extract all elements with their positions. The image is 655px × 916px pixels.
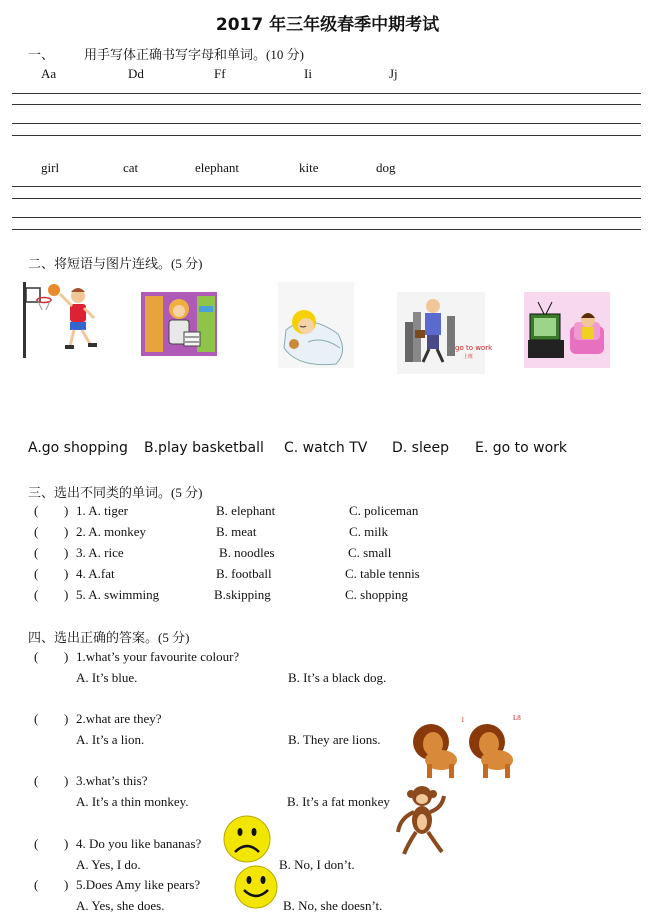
lion-label-2: L8: [513, 714, 521, 722]
word-dog: dog: [376, 160, 396, 175]
question-option-a: 2. A. monkey: [76, 524, 147, 539]
answer-paren-close: ): [64, 773, 69, 788]
phrase-c: C. watch TV: [284, 440, 368, 456]
answer-paren-close: ): [64, 524, 69, 539]
word-kite: kite: [299, 160, 319, 175]
sleep-picture: [278, 282, 354, 368]
option-b: B. They are lions.: [288, 732, 381, 747]
question-text: 1.what’s your favourite colour?: [76, 649, 240, 664]
answer-paren-open: (: [34, 711, 39, 726]
writing-line: [12, 186, 641, 187]
question-option-b: B.skipping: [214, 587, 271, 602]
answer-paren-open: (: [34, 566, 39, 581]
answer-paren-open: (: [34, 649, 39, 664]
option-b: B. No, she doesn’t.: [283, 898, 383, 913]
lions-picture: [407, 712, 525, 780]
answer-paren-open: (: [34, 836, 39, 851]
question-option-b: B. noodles: [219, 545, 275, 560]
work-caption-sub: 上班: [463, 354, 474, 360]
answer-paren-close: ): [64, 545, 69, 560]
phrase-e: E. go to work: [475, 440, 568, 456]
option-b: B. It’s a fat monkey: [287, 794, 390, 809]
question-text: 3.what’s this?: [76, 773, 148, 788]
letter-ff: Ff: [214, 66, 226, 81]
option-a: A. Yes, she does.: [76, 898, 165, 913]
answer-paren-close: ): [64, 649, 69, 664]
section1-number: 一、: [28, 47, 55, 62]
writing-line: [12, 104, 641, 105]
work-picture: [397, 292, 493, 374]
answer-paren-open: (: [34, 773, 39, 788]
section1-heading: 用手写体正确书写字母和单词。(10 分): [84, 47, 304, 62]
writing-line: [12, 135, 641, 136]
happy-face-icon: [233, 864, 279, 910]
answer-paren-open: (: [34, 545, 39, 560]
phrase-b: B.play basketball: [144, 440, 264, 456]
letter-ii: Ii: [304, 66, 312, 81]
question-option-c: C. shopping: [345, 587, 408, 602]
lion-label-1: 1: [461, 716, 465, 724]
work-caption: go to work: [455, 344, 493, 352]
question-text: 5.Does Amy like pears?: [76, 877, 201, 892]
shopping-picture: [141, 292, 217, 356]
writing-line: [12, 123, 641, 124]
phrase-a: A.go shopping: [28, 440, 128, 456]
option-a: A. Yes, I do.: [76, 857, 141, 872]
answer-paren-open: (: [34, 877, 39, 892]
question-option-c: C. milk: [349, 524, 389, 539]
writing-line: [12, 198, 641, 199]
writing-line: [12, 229, 641, 230]
letter-dd: Dd: [128, 66, 144, 81]
answer-paren-close: ): [64, 877, 69, 892]
basketball-picture: [20, 278, 102, 360]
writing-line: [12, 93, 641, 94]
section2-heading: 二、将短语与图片连线。(5 分): [28, 256, 203, 271]
question-option-b: B. elephant: [216, 503, 276, 518]
question-text: 2.what are they?: [76, 711, 162, 726]
question-option-b: B. football: [216, 566, 272, 581]
question-text: 4. Do you like bananas?: [76, 836, 202, 851]
letter-jj: Jj: [389, 66, 398, 81]
writing-line: [12, 217, 641, 218]
answer-paren-open: (: [34, 503, 39, 518]
section3-heading: 三、选出不同类的单词。(5 分): [28, 485, 203, 500]
answer-paren-close: ): [64, 587, 69, 602]
option-a: A. It’s a lion.: [76, 732, 145, 747]
letter-aa: Aa: [41, 66, 57, 81]
phrase-d: D. sleep: [392, 440, 449, 456]
section4-heading: 四、选出正确的答案。(5 分): [28, 630, 190, 645]
question-option-a: 1. A. tiger: [76, 503, 128, 518]
watch-tv-picture: [524, 292, 610, 368]
word-elephant: elephant: [195, 160, 240, 175]
option-b: B. It’s a black dog.: [288, 670, 387, 685]
monkey-picture: [394, 782, 452, 858]
option-b: B. No, I don’t.: [279, 857, 355, 872]
page-title: 2017 年三年级春季中期考试: [215, 15, 440, 35]
word-girl: girl: [41, 160, 60, 175]
question-option-a: 3. A. rice: [76, 545, 124, 560]
question-option-a: 5. A. swimming: [76, 587, 160, 602]
answer-paren-open: (: [34, 587, 39, 602]
answer-paren-close: ): [64, 711, 69, 726]
sad-face-icon: [222, 814, 272, 864]
question-option-b: B. meat: [216, 524, 257, 539]
answer-paren-close: ): [64, 836, 69, 851]
option-a: A. It’s blue.: [76, 670, 138, 685]
answer-paren-open: (: [34, 524, 39, 539]
answer-paren-close: ): [64, 566, 69, 581]
option-a: A. It’s a thin monkey.: [76, 794, 189, 809]
answer-paren-close: ): [64, 503, 69, 518]
question-option-c: C. table tennis: [345, 566, 420, 581]
word-cat: cat: [123, 160, 139, 175]
question-option-c: C. policeman: [349, 503, 419, 518]
question-option-a: 4. A.fat: [76, 566, 115, 581]
question-option-c: C. small: [348, 545, 392, 560]
